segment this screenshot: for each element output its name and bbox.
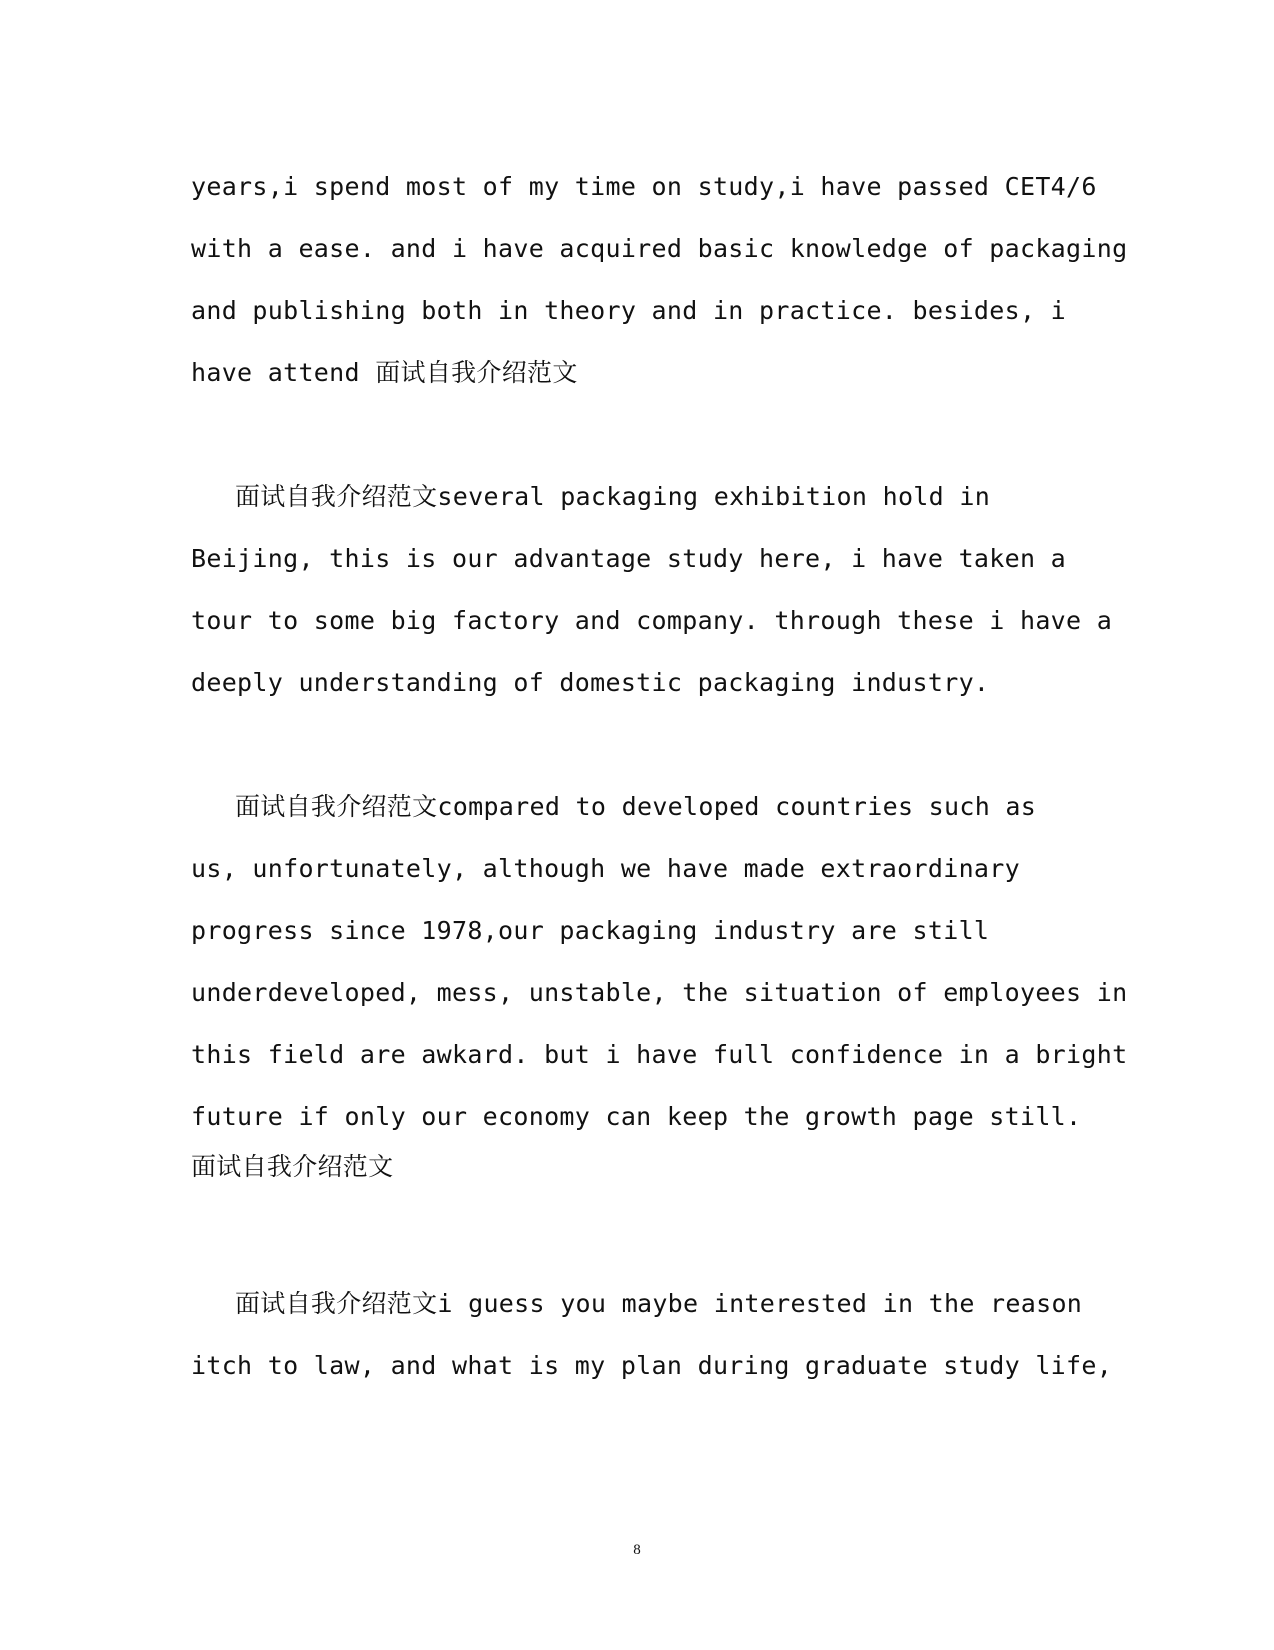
paragraph-first-line: 面试自我介绍范文several packaging exhibition hold in bbox=[235, 482, 991, 511]
text-line: future if only our economy can keep the growth page still. bbox=[191, 1102, 1082, 1131]
text-line: us, unfortunately, although we have made extraordinary bbox=[191, 854, 1020, 883]
paragraph-first-line: 面试自我介绍范文compared to developed countries such as bbox=[235, 792, 1037, 821]
text-line: progress since 1978,our packaging industry are still bbox=[191, 916, 990, 945]
page-number: 8 bbox=[633, 1542, 641, 1558]
text-line: deeply understanding of domestic packaging industry. bbox=[191, 668, 990, 697]
text-line: 面试自我介绍范文 bbox=[191, 1152, 394, 1181]
paragraph-first-line: 面试自我介绍范文i guess you maybe interested in the reason bbox=[235, 1289, 1083, 1318]
text-line: this field are awkard. but i have full confidence in a bright bbox=[191, 1040, 1128, 1069]
text-line: underdeveloped, mess, unstable, the situation of employees in bbox=[191, 978, 1128, 1007]
text-line: tour to some big factory and company. through these i have a bbox=[191, 606, 1113, 635]
text-line: with a ease. and i have acquired basic knowledge of packaging bbox=[191, 234, 1128, 263]
text-line: years,i spend most of my time on study,i have passed CET4/6 bbox=[191, 172, 1097, 201]
text-line: itch to law, and what is my plan during graduate study life, bbox=[191, 1351, 1113, 1380]
text-line: Beijing, this is our advantage study here, i have taken a bbox=[191, 544, 1067, 573]
text-line: and publishing both in theory and in practice. besides, i bbox=[191, 296, 1067, 325]
text-line: have attend 面试自我介绍范文 bbox=[191, 358, 578, 387]
